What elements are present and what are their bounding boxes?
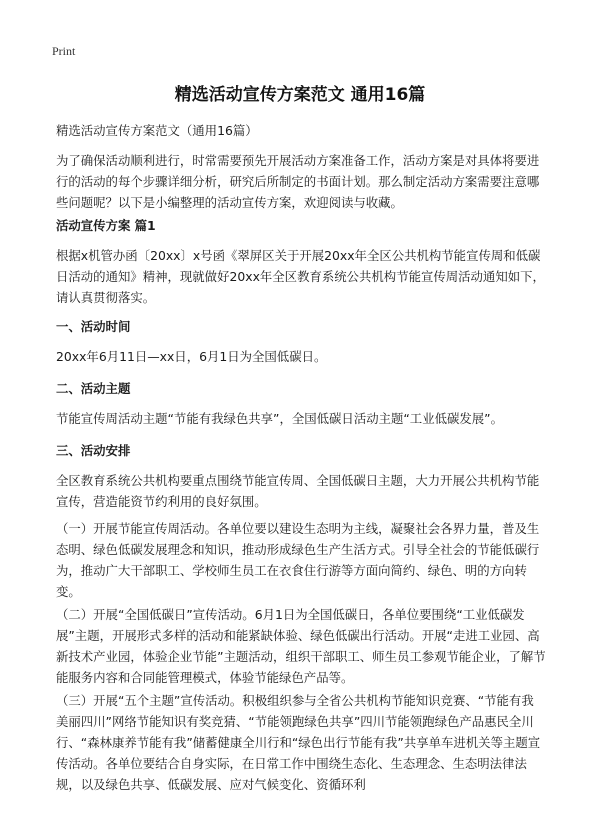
heading-activity-arrangement: 三、活动安排: [56, 443, 131, 458]
document-title: 精选活动宣传方案范文 通用16篇: [174, 85, 426, 105]
heading-activity-theme: 二、活动主题: [56, 381, 131, 396]
print-label: Print: [52, 44, 76, 58]
paragraph-activity-theme: 节能宣传周活动主题“节能有我绿色共享”，全国低碳日活动主题“工业低碳发展”。: [56, 411, 503, 426]
intro-paragraph: 为了确保活动顺利进行，时常需要预先开展活动方案准备工作，活动方案是对具体将要进行的活动的每个步骤详细分析，研究后所制定的书面计划。那么制定活动方案需要注意哪些问题呢？以下是小编整理的活动宣传方案，欢迎阅读与收藏。: [56, 153, 540, 210]
paragraph-item-2: （二）开展“全国低碳日”宣传活动。6月1日为全国低碳日，各单位要围绕“工业低碳发展”主题，开展形式多样的活动和能紧缺体验、绿色低碳出行活动。开展“走进工业园、高新技术产业园，体验企业节能”主题活动，组织干部职工、师生员工参观节能企业，了解节能服务内容和合同能管理模式，体验节能绿色产品等。: [56, 607, 546, 685]
paragraph-item-3: （三）开展“五个主题”宣传活动。积极组织参与全省公共机构节能知识竞赛、“节能有我美丽四川”网络节能知识有奖竞猜、“节能领跑绿色共享”四川节能领跑绿色产品惠民全川行、“森林康养节能有我”储蓄健康全川行和“绿色出行节能有我”共享单车进机关等主题宣传活动。各单位要结合自身实际，在日常工作中围绕生态化、生态理念、生态明法律法规，以及绿色共享、低碳发展、应对气候变化、资循环利: [56, 693, 541, 792]
paragraph-arrangement-intro: 全区教育系统公共机构要重点围绕节能宣传周、全国低碳日主题，大力开展公共机构节能宣传，营造能资节约利用的良好氛围。: [56, 473, 540, 509]
basis-paragraph: 根据x机管办函〔20xx〕x号函《翠屏区关于开展20xx年全区公共机构节能宣传周和低碳日活动的通知》精神，现就做好20xx年全区教育系统公共机构节能宣传周活动通知如下，请认真贯彻落实。: [56, 248, 545, 305]
document-subtitle: 精选活动宣传方案范文（通用16篇）: [56, 123, 258, 138]
section-title: 活动宣传方案 篇1: [56, 218, 156, 233]
paragraph-item-1: （一）开展节能宣传周活动。各单位要以建设生态明为主线，凝聚社会各界力量，普及生态明、绿色低碳发展理念和知识，推动形成绿色生产生活方式。引导全社会的节能低碳行为，推动广大干部职工、学校师生员工在衣食住行游等方面向简约、绿色、明的方向转变。: [56, 521, 540, 599]
paragraph-activity-time: 20xx年6月11日—xx日，6月1日为全国低碳日。: [56, 349, 327, 364]
heading-activity-time: 一、活动时间: [56, 319, 131, 334]
